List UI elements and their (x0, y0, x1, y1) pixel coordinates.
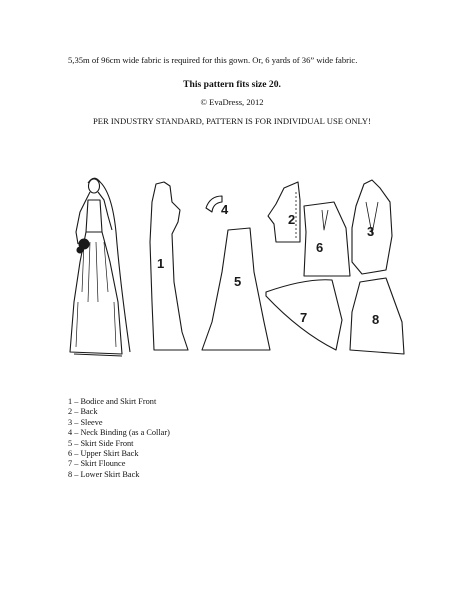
bride-figure (70, 178, 130, 356)
piece-5-skirt-side-front (202, 228, 270, 350)
piece-legend (68, 397, 170, 480)
legend-item: 1 – Bodice and Skirt Front (68, 397, 157, 406)
size-fit-note: This pattern fits size 20. (183, 79, 281, 90)
pattern-illustration (60, 172, 405, 372)
legend-item: 4 – Neck Binding (as a Collar) (68, 428, 170, 438)
piece-label-7: 7 (300, 310, 308, 325)
legend-item: 6 – Upper Skirt Back (68, 449, 139, 459)
fabric-requirement-note: 5,35m of 96cm wide fabric is required for this gown. Or, 6 yards of 36” wide fabric. (68, 55, 358, 65)
piece-1-bodice-skirt-front (150, 182, 188, 350)
legend-item: 5 – Skirt Side Front (68, 438, 134, 448)
copyright-line: © EvaDress, 2012 (200, 97, 264, 107)
legend-item: 8 – Lower Skirt Back (68, 469, 140, 479)
legend-item: 7 – Skirt Flounce (68, 459, 126, 469)
piece-label-8: 8 (372, 312, 380, 327)
piece-label-2: 2 (288, 212, 296, 227)
piece-label-6: 6 (316, 240, 324, 255)
usage-warning: PER INDUSTRY STANDARD, PATTERN IS FOR INDIVIDUAL USE ONLY! (93, 116, 371, 126)
legend-item: 2 – Back (68, 407, 98, 417)
piece-label-3: 3 (367, 224, 375, 239)
legend-item: 3 – Sleeve (68, 417, 103, 427)
piece-label-1: 1 (157, 256, 165, 271)
piece-label-5: 5 (234, 274, 242, 289)
piece-4-neck-binding (206, 196, 222, 212)
piece-label-4: 4 (221, 202, 229, 217)
